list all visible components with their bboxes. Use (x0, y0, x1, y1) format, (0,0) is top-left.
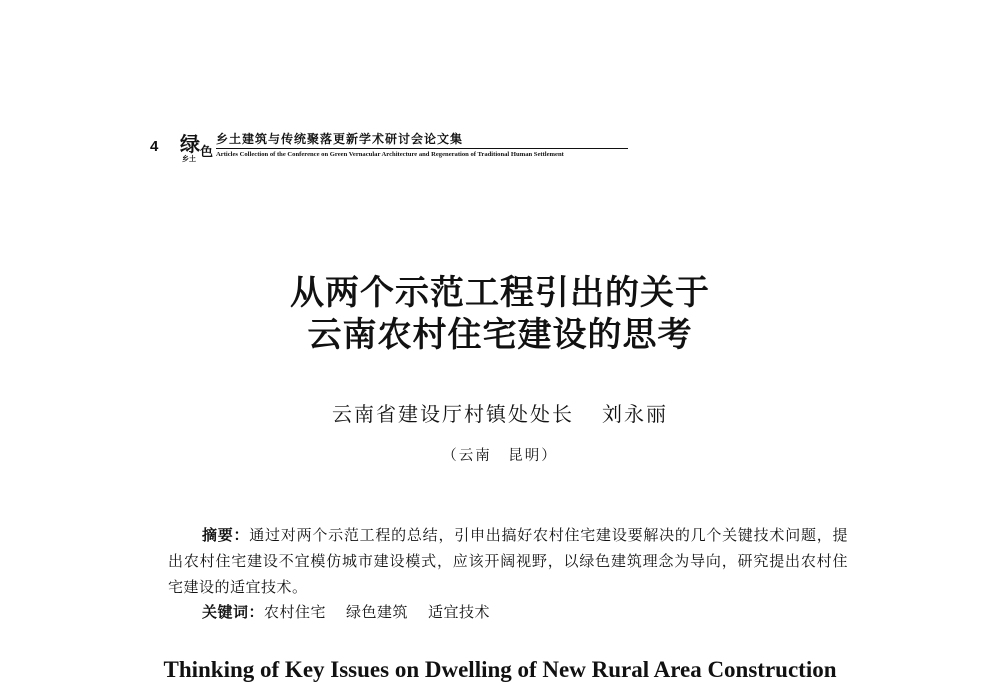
abstract (168, 522, 848, 600)
header-rule (216, 148, 628, 149)
running-header-english: Articles Collection of the Conference on Green Vernacular Architecture and Regeneration of Traditional Human Settlement (216, 151, 564, 158)
paper-title-line-1: 从两个示范工程引出的关于 (290, 273, 710, 313)
logo-char-2: 色 (200, 145, 214, 160)
paper-title-line-2: 云南农村住宅建设的思考 (307, 315, 693, 355)
english-title: Thinking of Key Issues on Dwelling of New Rural Area Construction (163, 657, 837, 682)
author-name: 刘永丽 (602, 402, 668, 426)
author-affiliation: 云南省建设厅村镇处处长 (332, 402, 574, 426)
abstract-text: 通过对两个示范工程的总结，引申出搞好农村住宅建设要解决的几个关键技术问题，提出农村住宅建设不宜模仿城市建设模式，应该开阔视野，以绿色建筑理念为导向，研究提出农村住宅建设的适宜技术。 (168, 526, 848, 596)
running-header-chinese: 乡土建筑与传统聚落更新学术研讨会论文集 (216, 132, 464, 146)
logo-subtext: 乡土 (182, 154, 196, 163)
keyword-item: 适宜技术 (428, 603, 491, 621)
journal-logo (180, 128, 220, 162)
abstract-label: 摘要： (202, 526, 250, 544)
keyword-item: 农村住宅 (264, 603, 327, 621)
author-line (0, 398, 1000, 427)
keywords-label: 关键词： (202, 603, 265, 621)
page-number: 4 (150, 138, 159, 155)
keyword-item: 绿色建筑 (346, 603, 409, 621)
keywords (202, 601, 510, 622)
logo-char-1: 绿 (180, 132, 200, 156)
author-location: （云南 昆明） (442, 448, 558, 464)
